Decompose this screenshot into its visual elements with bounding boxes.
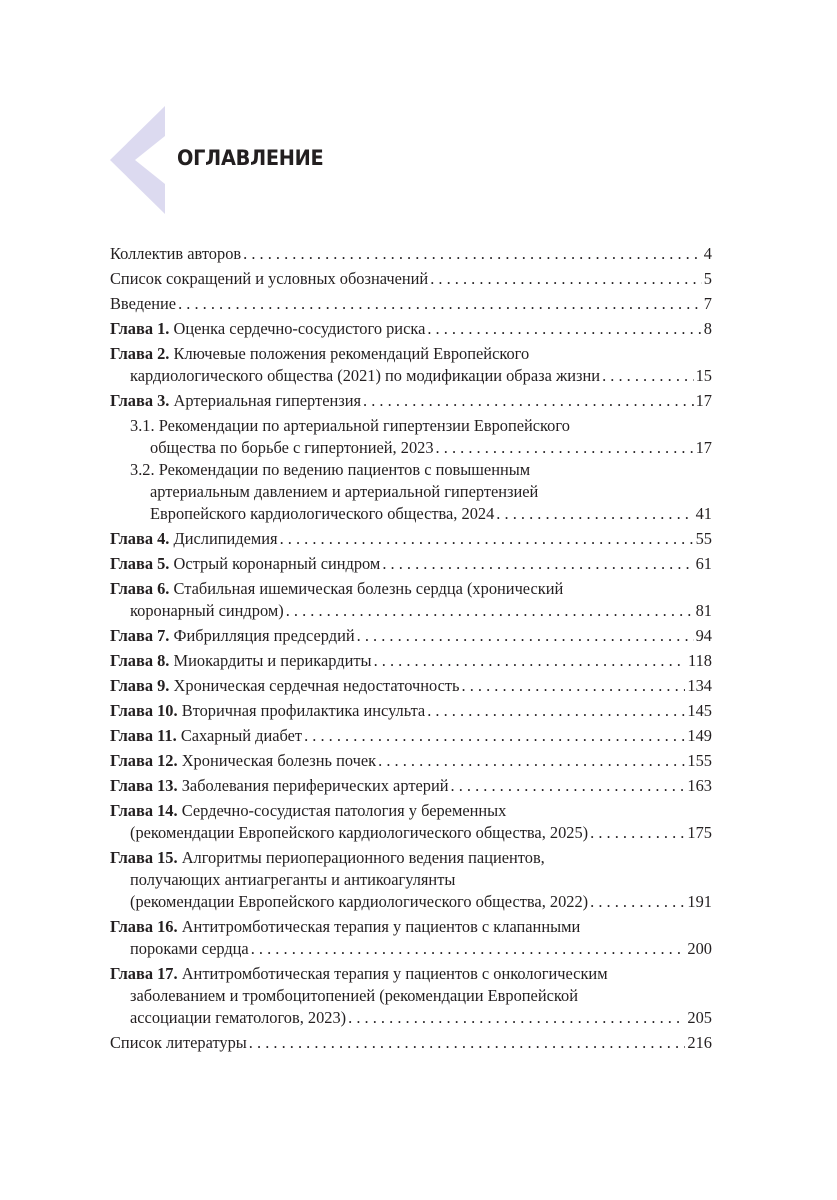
chapter-number: Глава 12. xyxy=(110,751,178,770)
dot-leader xyxy=(374,650,686,672)
toc-entry[interactable] xyxy=(110,268,712,290)
toc-entry[interactable] xyxy=(110,963,712,1029)
toc-title-line: Рекомендации по артериальной гипертензии Европейского xyxy=(158,416,570,435)
dot-leader xyxy=(382,553,693,575)
dot-leader xyxy=(602,365,694,387)
chapter-number: Глава 15. xyxy=(110,848,178,867)
dot-leader xyxy=(378,750,685,772)
toc-entry[interactable] xyxy=(110,553,712,575)
toc-subentry[interactable] xyxy=(110,415,712,459)
toc-entry[interactable] xyxy=(110,528,712,550)
toc-title-line: Алгоритмы периоперационного ведения пациентов, xyxy=(181,848,545,867)
dot-leader xyxy=(427,700,685,722)
toc-title-line: Хроническая болезнь почек xyxy=(181,751,377,770)
chapter-number: Глава 4. xyxy=(110,529,170,548)
toc-title-line: Антитромботическая терапия у пациентов с клапанными xyxy=(181,917,581,936)
toc-title-line: общества по борьбе с гипертонией, 2023 xyxy=(150,438,434,457)
page-number: 4 xyxy=(703,244,712,263)
toc-title-line: (рекомендации Европейского кардиологического общества, 2025) xyxy=(130,823,589,842)
section-number: 3.1. xyxy=(130,416,155,435)
toc-entry[interactable] xyxy=(110,318,712,340)
dot-leader xyxy=(363,390,694,412)
toc-title-line: Ключевые положения рекомендаций Европейского xyxy=(173,344,530,363)
toc-entry[interactable] xyxy=(110,725,712,747)
toc-entry[interactable] xyxy=(110,343,712,387)
dot-leader xyxy=(496,503,693,525)
toc-title-line: Оценка сердечно-сосудистого риска xyxy=(173,319,426,338)
table-of-contents xyxy=(110,243,712,1057)
page-number: 205 xyxy=(687,1008,712,1027)
toc-entry[interactable] xyxy=(110,916,712,960)
toc-title-line: ассоциации гематологов, 2023) xyxy=(130,1008,347,1027)
toc-entry[interactable] xyxy=(110,625,712,647)
toc-subentry[interactable] xyxy=(110,459,712,525)
page-title: ОГЛАВЛЕНИЕ xyxy=(177,146,324,170)
toc-title-line: Список сокращений и условных обозначений xyxy=(110,269,429,288)
chapter-number: Глава 1. xyxy=(110,319,170,338)
page-number: 7 xyxy=(703,294,712,313)
toc-entry[interactable] xyxy=(110,650,712,672)
toc-title-line: Хроническая сердечная недостаточность xyxy=(173,676,460,695)
toc-entry[interactable] xyxy=(110,750,712,772)
dot-leader xyxy=(178,293,702,315)
toc-title-line: артериальным давлением и артериальной гипертензией xyxy=(150,482,539,501)
dot-leader xyxy=(243,243,702,265)
toc-entry[interactable] xyxy=(110,700,712,722)
chapter-number: Глава 11. xyxy=(110,726,177,745)
page-number: 118 xyxy=(688,651,712,670)
toc-title-line: Европейского кардиологического общества, 2024 xyxy=(150,504,495,523)
dot-leader xyxy=(451,775,686,797)
dot-leader xyxy=(286,600,694,622)
toc-title-line: заболеванием и тромбоцитопенией (рекомендации Европейской xyxy=(130,986,578,1005)
toc-entry[interactable] xyxy=(110,390,712,412)
toc-title-line: Сахарный диабет xyxy=(180,726,303,745)
chapter-number: Глава 14. xyxy=(110,801,178,820)
page-number: 55 xyxy=(695,529,712,548)
chapter-number: Глава 16. xyxy=(110,917,178,936)
toc-title-line: кардиологического общества (2021) по модификации образа жизни xyxy=(130,366,601,385)
toc-title-line: Коллектив авторов xyxy=(110,244,242,263)
page-number: 163 xyxy=(687,776,712,795)
toc-entry[interactable] xyxy=(110,1032,712,1054)
chapter-number: Глава 9. xyxy=(110,676,170,695)
toc-title-line: Стабильная ишемическая болезнь сердца (хронический xyxy=(173,579,564,598)
page-number: 61 xyxy=(695,554,712,573)
toc-entry[interactable] xyxy=(110,578,712,622)
page-number: 17 xyxy=(695,391,712,410)
dot-leader xyxy=(462,675,686,697)
dot-leader xyxy=(430,268,702,290)
toc-title-line: Миокардиты и перикардиты xyxy=(173,651,372,670)
dot-leader xyxy=(348,1007,685,1029)
page-number: 175 xyxy=(687,823,712,842)
page-number: 81 xyxy=(695,601,712,620)
section-number: 3.2. xyxy=(130,460,155,479)
chapter-number: Глава 8. xyxy=(110,651,170,670)
toc-title-line: Вторичная профилактика инсульта xyxy=(181,701,426,720)
toc-entry[interactable] xyxy=(110,293,712,315)
toc-title-line: Список литературы xyxy=(110,1033,247,1052)
page-number: 191 xyxy=(687,892,712,911)
chapter-number: Глава 3. xyxy=(110,391,170,410)
toc-title-line: получающих антиагреганты и антикоагулянты xyxy=(130,870,456,889)
dot-leader xyxy=(590,822,685,844)
toc-title-line: Рекомендации по ведению пациентов с повышенным xyxy=(158,460,531,479)
dot-leader xyxy=(280,528,694,550)
page-number: 149 xyxy=(687,726,712,745)
page-number: 94 xyxy=(695,626,712,645)
toc-entry[interactable] xyxy=(110,800,712,844)
chapter-number: Глава 7. xyxy=(110,626,170,645)
page-number: 8 xyxy=(703,319,712,338)
toc-entry[interactable] xyxy=(110,775,712,797)
toc-entry[interactable] xyxy=(110,675,712,697)
dot-leader xyxy=(251,938,686,960)
page-number: 155 xyxy=(687,751,712,770)
chapter-number: Глава 6. xyxy=(110,579,170,598)
chapter-number: Глава 17. xyxy=(110,964,178,983)
chapter-number: Глава 10. xyxy=(110,701,178,720)
chapter-number: Глава 5. xyxy=(110,554,170,573)
toc-entry[interactable] xyxy=(110,847,712,913)
toc-title-line: Фибрилляция предсердий xyxy=(173,626,355,645)
toc-title-line: коронарный синдром) xyxy=(130,601,284,620)
toc-title-line: Острый коронарный синдром xyxy=(173,554,381,573)
toc-title-line: Сердечно-сосудистая патология у беременных xyxy=(181,801,507,820)
toc-entry[interactable] xyxy=(110,243,712,265)
toc-title-line: (рекомендации Европейского кардиологического общества, 2022) xyxy=(130,892,589,911)
page-number: 41 xyxy=(695,504,712,523)
page-number: 17 xyxy=(695,438,712,457)
dot-leader xyxy=(304,725,685,747)
toc-title-line: Введение xyxy=(110,294,177,313)
page-number: 200 xyxy=(687,939,712,958)
page-number: 15 xyxy=(695,366,712,385)
dot-leader xyxy=(249,1032,686,1054)
page-number: 5 xyxy=(703,269,712,288)
dot-leader xyxy=(436,437,694,459)
toc-title-line: Антитромботическая терапия у пациентов с онкологическим xyxy=(181,964,608,983)
toc-title-line: Заболевания периферических артерий xyxy=(181,776,449,795)
chapter-number: Глава 2. xyxy=(110,344,170,363)
dot-leader xyxy=(590,891,685,913)
dot-leader xyxy=(357,625,694,647)
toc-title-line: Артериальная гипертензия xyxy=(173,391,362,410)
dot-leader xyxy=(427,318,701,340)
page-number: 134 xyxy=(687,676,712,695)
toc-title-line: Дислипидемия xyxy=(173,529,278,548)
page-number: 216 xyxy=(687,1033,712,1052)
chapter-number: Глава 13. xyxy=(110,776,178,795)
page-number: 145 xyxy=(687,701,712,720)
chevron-decoration-icon xyxy=(110,106,170,214)
toc-title-line: пороками сердца xyxy=(130,939,249,958)
